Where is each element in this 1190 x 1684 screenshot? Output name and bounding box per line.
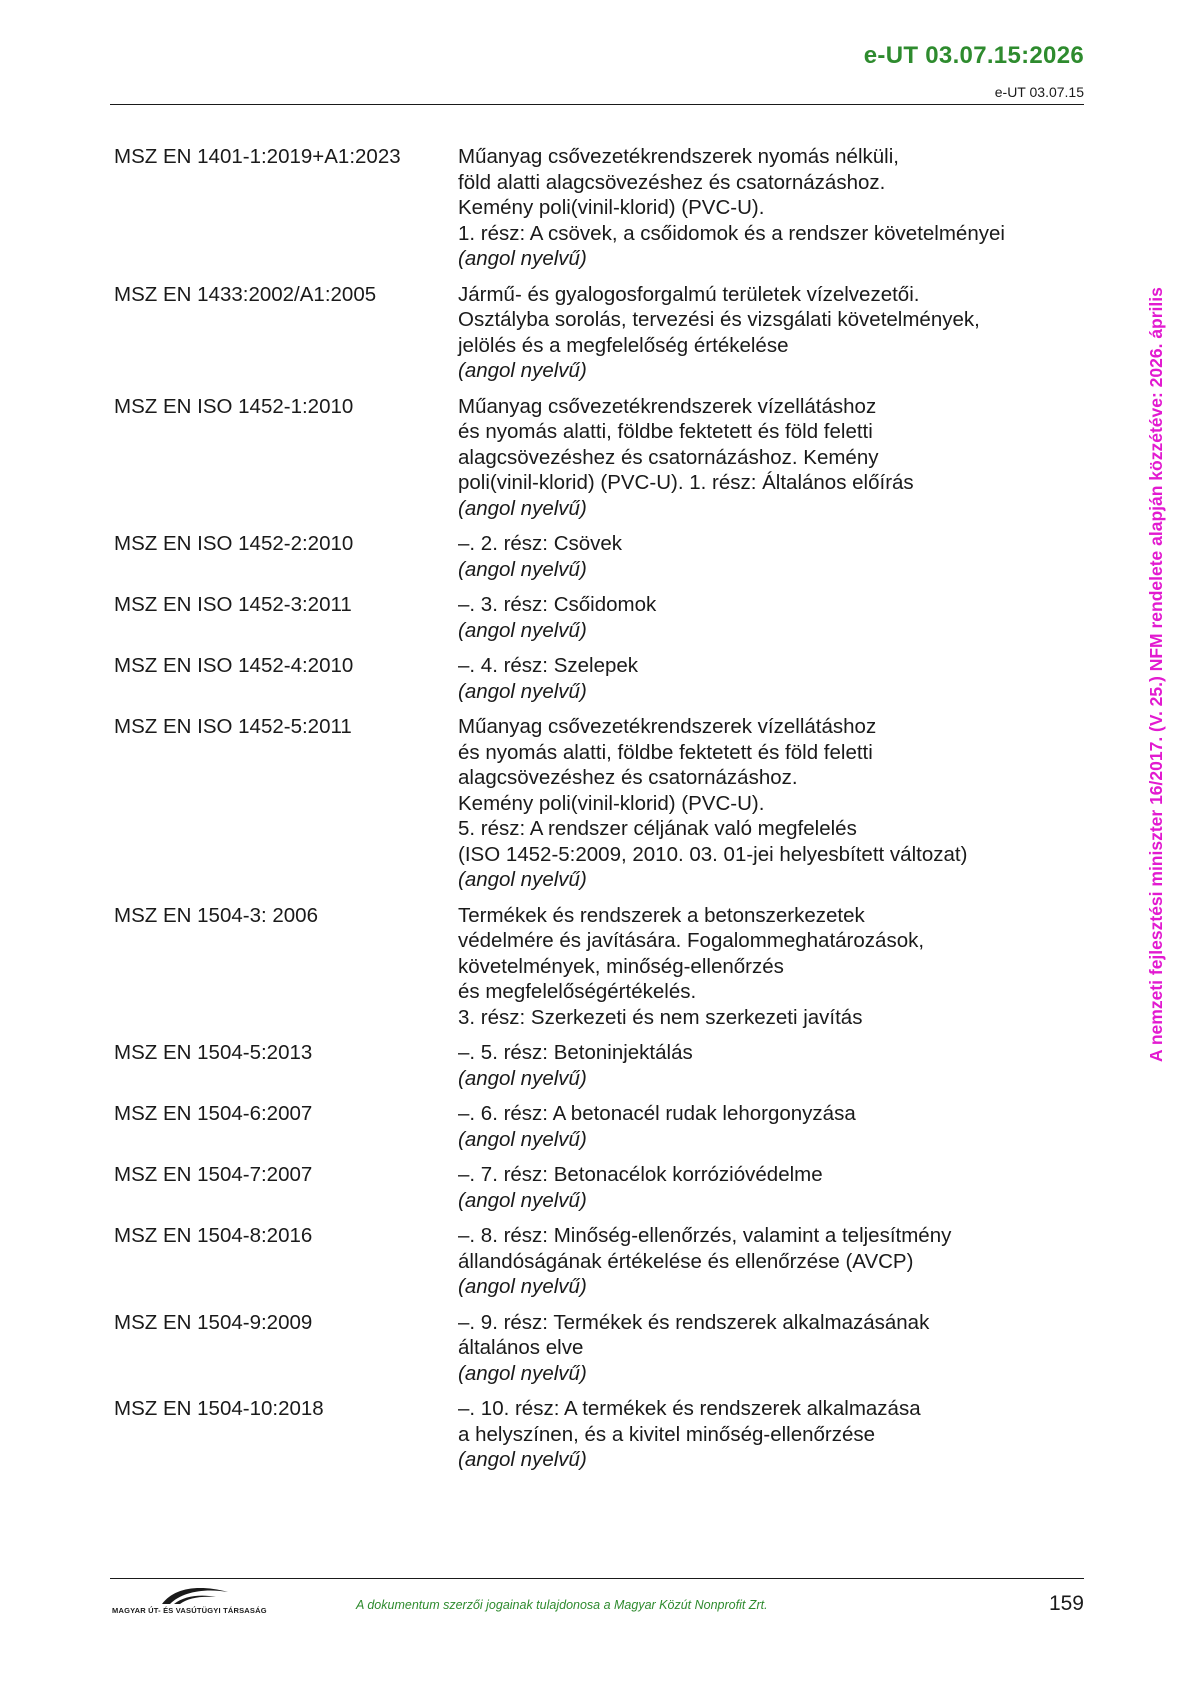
standard-code: MSZ EN ISO 1452-1:2010: [114, 394, 354, 418]
language-note: (angol nyelvű): [458, 1361, 587, 1385]
standard-entry: [114, 1396, 1074, 1473]
language-note: (angol nyelvű): [458, 557, 587, 581]
description-line: –. 6. rész: A betonacél rudak lehorgonyzása: [458, 1102, 856, 1125]
standard-code: MSZ EN 1504-9:2009: [114, 1310, 313, 1334]
standard-code: MSZ EN 1433:2002/A1:2005: [114, 282, 377, 306]
logo-text: MAGYAR ÚT- ÉS VASÚTÜGYI TÁRSASÁG: [112, 1606, 267, 1615]
standard-entry: [114, 592, 1074, 643]
language-note: (angol nyelvű): [458, 1188, 587, 1212]
header-subtitle: e-UT 03.07.15: [994, 84, 1084, 100]
language-note: (angol nyelvű): [458, 1448, 587, 1471]
description-line: Jármű- és gyalogosforgalmú területek vízelvezetői.: [458, 282, 920, 306]
standard-code: MSZ EN 1504-5:2013: [114, 1041, 313, 1064]
description-line: –. 4. rész: Szelepek: [458, 654, 639, 677]
standard-entry: [114, 903, 1074, 1031]
standard-code: MSZ EN ISO 1452-3:2011: [114, 593, 352, 616]
side-publication-note: A nemzeti fejlesztési miniszter 16/2017. (V. 25.) NFM rendelete alapján közzétéve: 2026. április: [1146, 287, 1166, 1062]
description-line: Osztályba sorolás, tervezési és vizsgálati követelmények,: [458, 308, 980, 331]
standard-code: MSZ EN ISO 1452-5:2011: [114, 715, 352, 738]
language-note: (angol nyelvű): [458, 1127, 587, 1151]
description-line: Kemény poli(vinil-klorid) (PVC-U).: [458, 791, 765, 815]
standard-code: MSZ EN 1504-6:2007: [114, 1102, 313, 1125]
standards-list: [114, 144, 1074, 1483]
description-line: –. 7. rész: Betonacélok korrózióvédelme: [458, 1163, 823, 1186]
description-line: 5. rész: A rendszer céljának való megfelelés: [458, 817, 857, 840]
description-line: és megfelelőségértékelés.: [458, 980, 697, 1003]
standard-description: [458, 394, 1074, 522]
standard-code: MSZ EN 1504-7:2007: [114, 1163, 313, 1186]
standard-entry: [114, 531, 1074, 582]
description-line: poli(vinil-klorid) (PVC-U). 1. rész: Általános előírás: [458, 471, 914, 494]
standard-code: MSZ EN 1401-1:2019+A1:2023: [114, 145, 401, 168]
description-line: Műanyag csővezetékrendszerek vízellátáshoz: [458, 394, 877, 418]
description-line: –. 2. rész: Csövek: [458, 532, 623, 555]
standard-entry: [114, 144, 1074, 272]
description-line: föld alatti alagcsövezéshez és csatornázáshoz.: [458, 170, 886, 194]
standard-description: [458, 282, 1074, 384]
description-line: Műanyag csővezetékrendszerek nyomás nélküli,: [458, 145, 899, 168]
language-note: (angol nyelvű): [458, 868, 587, 891]
standard-entry: [114, 1040, 1074, 1091]
standard-description: [458, 1101, 1074, 1152]
description-line: védelmére és javítására. Fogalommeghatározások,: [458, 929, 925, 952]
standard-code: MSZ EN 1504-8:2016: [114, 1224, 313, 1247]
standard-description: [458, 144, 1074, 272]
description-line: Termékek és rendszerek a betonszerkezetek: [458, 903, 865, 927]
description-line: Műanyag csővezetékrendszerek vízellátáshoz: [458, 715, 877, 738]
language-note: (angol nyelvű): [458, 618, 587, 642]
description-line: –. 3. rész: Csőidomok: [458, 593, 657, 616]
description-line: a helyszínen, és a kivitel minőség-ellenőrzése: [458, 1422, 876, 1446]
standard-description: [458, 531, 1074, 582]
standard-entry: [114, 282, 1074, 384]
description-line: általános elve: [458, 1336, 584, 1359]
description-line: (ISO 1452-5:2009, 2010. 03. 01-jei helyesbített változat): [458, 842, 968, 866]
description-line: –. 8. rész: Minőség-ellenőrzés, valamint a teljesítmény: [458, 1224, 952, 1247]
standard-entry: [114, 1310, 1074, 1387]
standard-code: MSZ EN 1504-3: 2006: [114, 903, 318, 927]
standard-description: [458, 1040, 1074, 1091]
footer-logo: [112, 1584, 267, 1620]
language-note: (angol nyelvű): [458, 1066, 587, 1090]
footer-copyright: A dokumentum szerzői jogainak tulajdonosa a Magyar Közút Nonprofit Zrt.: [356, 1598, 768, 1612]
page-number: 159: [1048, 1592, 1084, 1615]
footer-rule: [110, 1578, 1084, 1579]
standard-entry: [114, 1223, 1074, 1300]
description-line: alagcsövezéshez és csatornázáshoz. Kemény: [458, 445, 879, 469]
standard-description: [458, 1396, 1074, 1473]
language-note: (angol nyelvű): [458, 247, 587, 270]
standard-description: [458, 714, 1074, 893]
description-line: és nyomás alatti, földbe fektetett és föld feletti: [458, 420, 873, 443]
standard-description: [458, 1223, 1074, 1300]
description-line: –. 5. rész: Betoninjektálás: [458, 1041, 693, 1064]
standard-description: [458, 592, 1074, 643]
standard-entry: [114, 653, 1074, 704]
language-note: (angol nyelvű): [458, 1275, 587, 1298]
standard-code: MSZ EN ISO 1452-4:2010: [114, 654, 354, 677]
description-line: Kemény poli(vinil-klorid) (PVC-U).: [458, 196, 765, 219]
standard-code: MSZ EN 1504-10:2018: [114, 1397, 324, 1420]
language-note: (angol nyelvű): [458, 679, 587, 703]
standard-description: [458, 653, 1074, 704]
header-title: e-UT 03.07.15:2026: [863, 42, 1084, 69]
header-rule: [110, 104, 1084, 105]
standard-entry: [114, 394, 1074, 522]
standard-entry: [114, 1162, 1074, 1213]
standard-description: [458, 1310, 1074, 1387]
language-note: (angol nyelvű): [458, 496, 587, 520]
description-line: állandóságának értékelése és ellenőrzése (AVCP): [458, 1249, 914, 1273]
description-line: 3. rész: Szerkezeti és nem szerkezeti javítás: [458, 1005, 863, 1029]
language-note: (angol nyelvű): [458, 359, 587, 382]
swoosh-logo-icon: [160, 1584, 230, 1606]
standard-description: [458, 1162, 1074, 1213]
description-line: jelölés és a megfelelőség értékelése: [458, 333, 789, 357]
description-line: és nyomás alatti, földbe fektetett és föld feletti: [458, 740, 873, 764]
standard-entry: [114, 714, 1074, 893]
standard-entry: [114, 1101, 1074, 1152]
description-line: –. 9. rész: Termékek és rendszerek alkalmazásának: [458, 1310, 930, 1334]
description-line: 1. rész: A csövek, a csőidomok és a rendszer követelményei: [458, 221, 1005, 245]
standard-code: MSZ EN ISO 1452-2:2010: [114, 532, 354, 555]
standard-description: [458, 903, 1074, 1031]
description-line: –. 10. rész: A termékek és rendszerek alkalmazása: [458, 1397, 921, 1420]
description-line: követelmények, minőség-ellenőrzés: [458, 954, 784, 978]
description-line: alagcsövezéshez és csatornázáshoz.: [458, 766, 798, 789]
